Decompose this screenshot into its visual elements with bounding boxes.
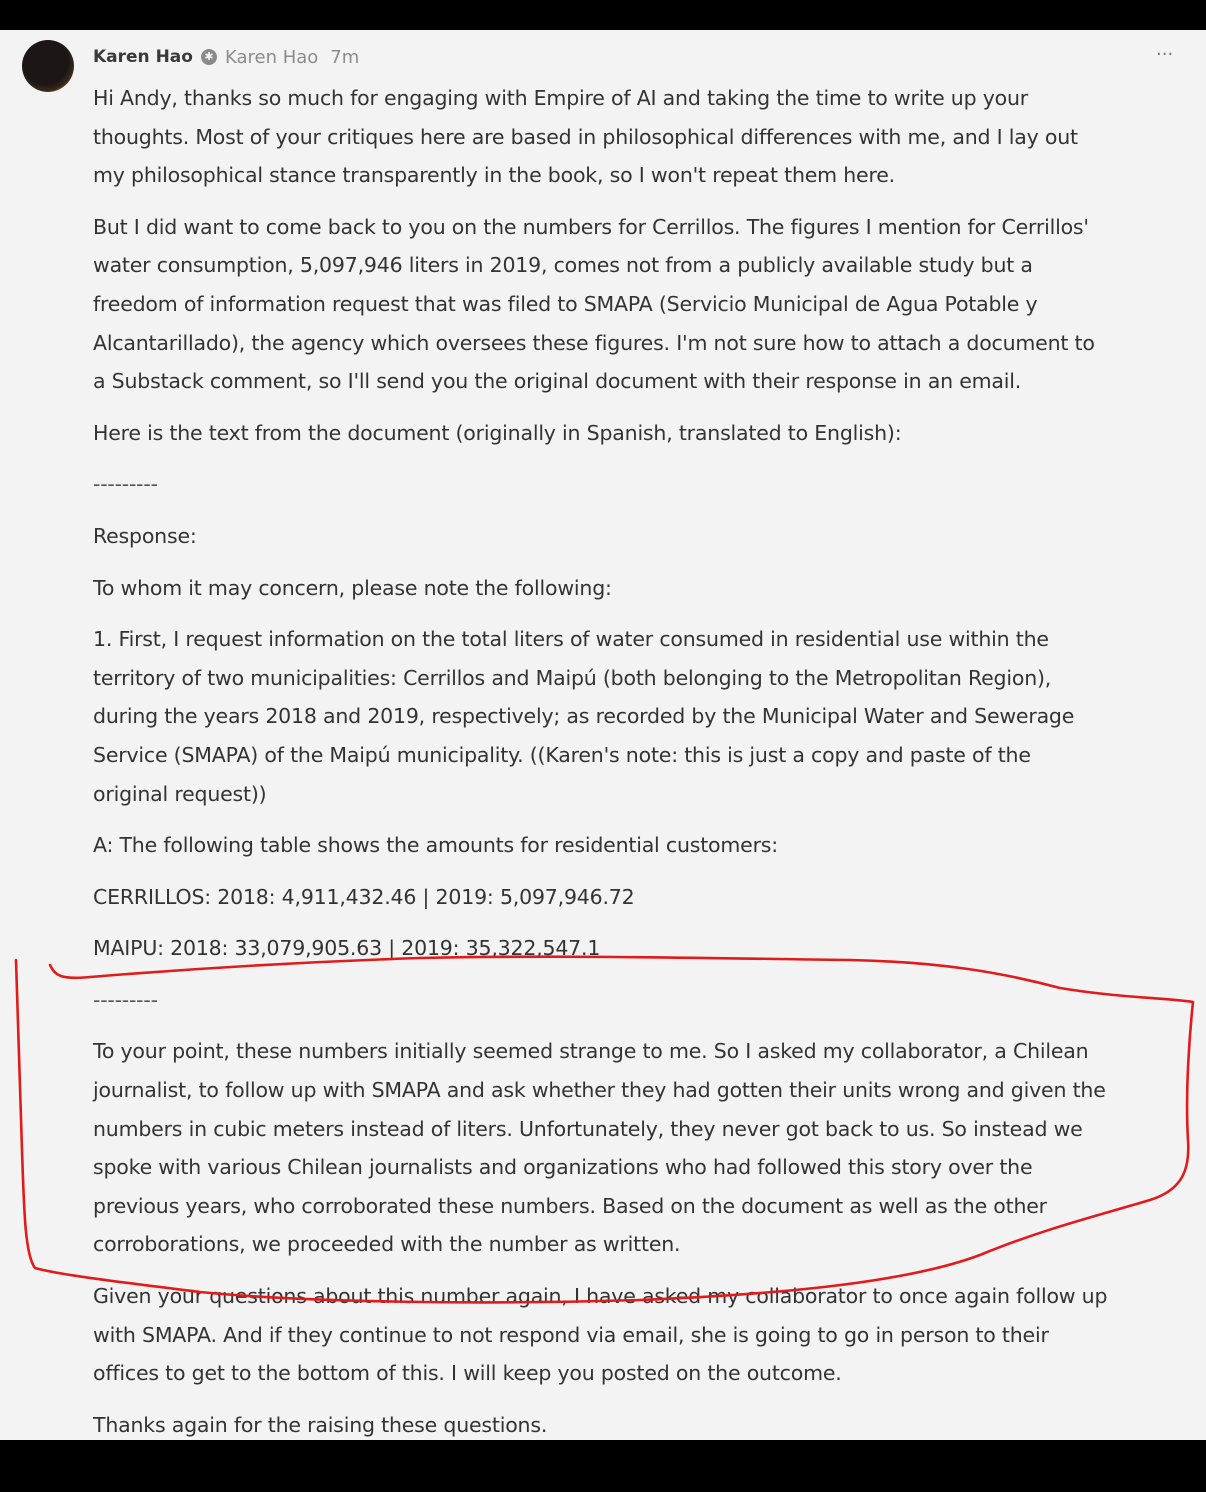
comment-paragraph (93, 1032, 1183, 1264)
bottom-black-bar (0, 1440, 1206, 1492)
comment-text-line: thoughts. Most of your critiques here are based in philosophical differences with me, and I lay out (93, 124, 1078, 149)
comment-text-line: original request)) (93, 781, 267, 806)
comment-paragraph (93, 208, 1183, 401)
comment-text-line: offices to get to the bottom of this. I will keep you posted on the outcome. (93, 1361, 842, 1386)
comment-text-line: Given your questions about this number again, I have asked my collaborator to once again follow up (93, 1284, 1108, 1309)
comment-text-line: numbers in cubic meters instead of liters. Unfortunately, they never got back to us. So instead we (93, 1116, 1083, 1141)
verified-badge-icon: ✱ (201, 49, 217, 65)
comment-text-line: territory of two municipalities: Cerrillos and Maipú (both belonging to the Metropolitan Region), (93, 665, 1052, 690)
comment-text-line: Hi Andy, thanks so much for engaging with Empire of AI and taking the time to write up your (93, 86, 1029, 110)
avatar[interactable] (22, 40, 74, 92)
comment-text-line: Here is the text from the document (originally in Spanish, translated to English): (93, 420, 902, 445)
comment-text-line: corroborations, we proceeded with the number as written. (93, 1232, 681, 1257)
comment-paragraph (93, 79, 1183, 195)
comment-paragraph (93, 465, 1183, 504)
author-name[interactable]: Karen Hao (93, 47, 193, 67)
comment-card (0, 30, 1206, 1440)
comment-text-line: A: The following table shows the amounts for residential customers: (93, 833, 778, 858)
comment-text-line: my philosophical stance transparently in the book, so I won't repeat them here. (93, 163, 895, 188)
comment-text-line: previous years, who corroborated these numbers. Based on the document as well as the other (93, 1193, 1047, 1218)
comment-text-line: water consumption, 5,097,946 liters in 2019, comes not from a publicly available study but a (93, 253, 1033, 278)
comment-text-line: But I did want to come back to you on the numbers for Cerrillos. The figures I mention for Cerrillos' (93, 214, 1089, 239)
comment-text-line: --------- (93, 472, 158, 497)
comment-paragraph (93, 826, 1183, 865)
comment-paragraph (93, 929, 1183, 968)
comment-text-line: Response: (93, 523, 197, 548)
comment-text-line: CERRILLOS: 2018: 4,911,432.46 | 2019: 5,097,946.72 (93, 884, 635, 909)
comment-text-line: Alcantarillado), the agency which oversees these figures. I'm not sure how to attach a document to (93, 330, 1095, 355)
comment-paragraph (93, 569, 1183, 608)
comment-text-line: --------- (93, 987, 158, 1012)
top-black-bar (0, 0, 1206, 30)
comment-paragraph (93, 517, 1183, 556)
comment-text-line: Thanks again for the raising these questions. (93, 1412, 548, 1437)
comment-text-line: Service (SMAPA) of the Maipú municipality. ((Karen's note: this is just a copy and paste of the (93, 742, 1031, 767)
comment-text-line: MAIPU: 2018: 33,079,905.63 | 2019: 35,322,547.1 (93, 936, 601, 961)
comment-paragraph (93, 981, 1183, 1020)
comment-text-line: journalist, to follow up with SMAPA and ask whether they had gotten their units wrong and given the (93, 1078, 1106, 1103)
comment-text-line: during the years 2018 and 2019, respectively; as recorded by the Municipal Water and Sewerage (93, 704, 1075, 729)
comment-paragraph (93, 620, 1183, 813)
comment-text-line: To whom it may concern, please note the following: (93, 575, 612, 600)
comment-text-line: 1. First, I request information on the total liters of water consumed in residential use within the (93, 627, 1049, 652)
comment-text-line: spoke with various Chilean journalists and organizations who had followed this story over the (93, 1155, 1033, 1180)
comment-paragraph (93, 1406, 1183, 1440)
comment-text-line: with SMAPA. And if they continue to not respond via email, she is going to go in person to their (93, 1322, 1049, 1347)
comment-text-line: a Substack comment, so I'll send you the original document with their response in an email. (93, 369, 1022, 394)
comment-paragraph (93, 414, 1183, 453)
comment-timestamp[interactable]: 7m (330, 46, 360, 68)
comment-text-line: freedom of information request that was filed to SMAPA (Servicio Municipal de Agua Potable y (93, 291, 1038, 316)
more-options-icon[interactable]: ··· (1156, 44, 1174, 65)
author-handle[interactable]: Karen Hao (224, 46, 319, 68)
comment-paragraph (93, 878, 1183, 917)
comment-body (93, 79, 1183, 1440)
comment-text-line: To your point, these numbers initially seemed strange to me. So I asked my collaborator, a Chilean (93, 1039, 1089, 1064)
comment-header (93, 42, 359, 72)
comment-paragraph (93, 1277, 1183, 1393)
